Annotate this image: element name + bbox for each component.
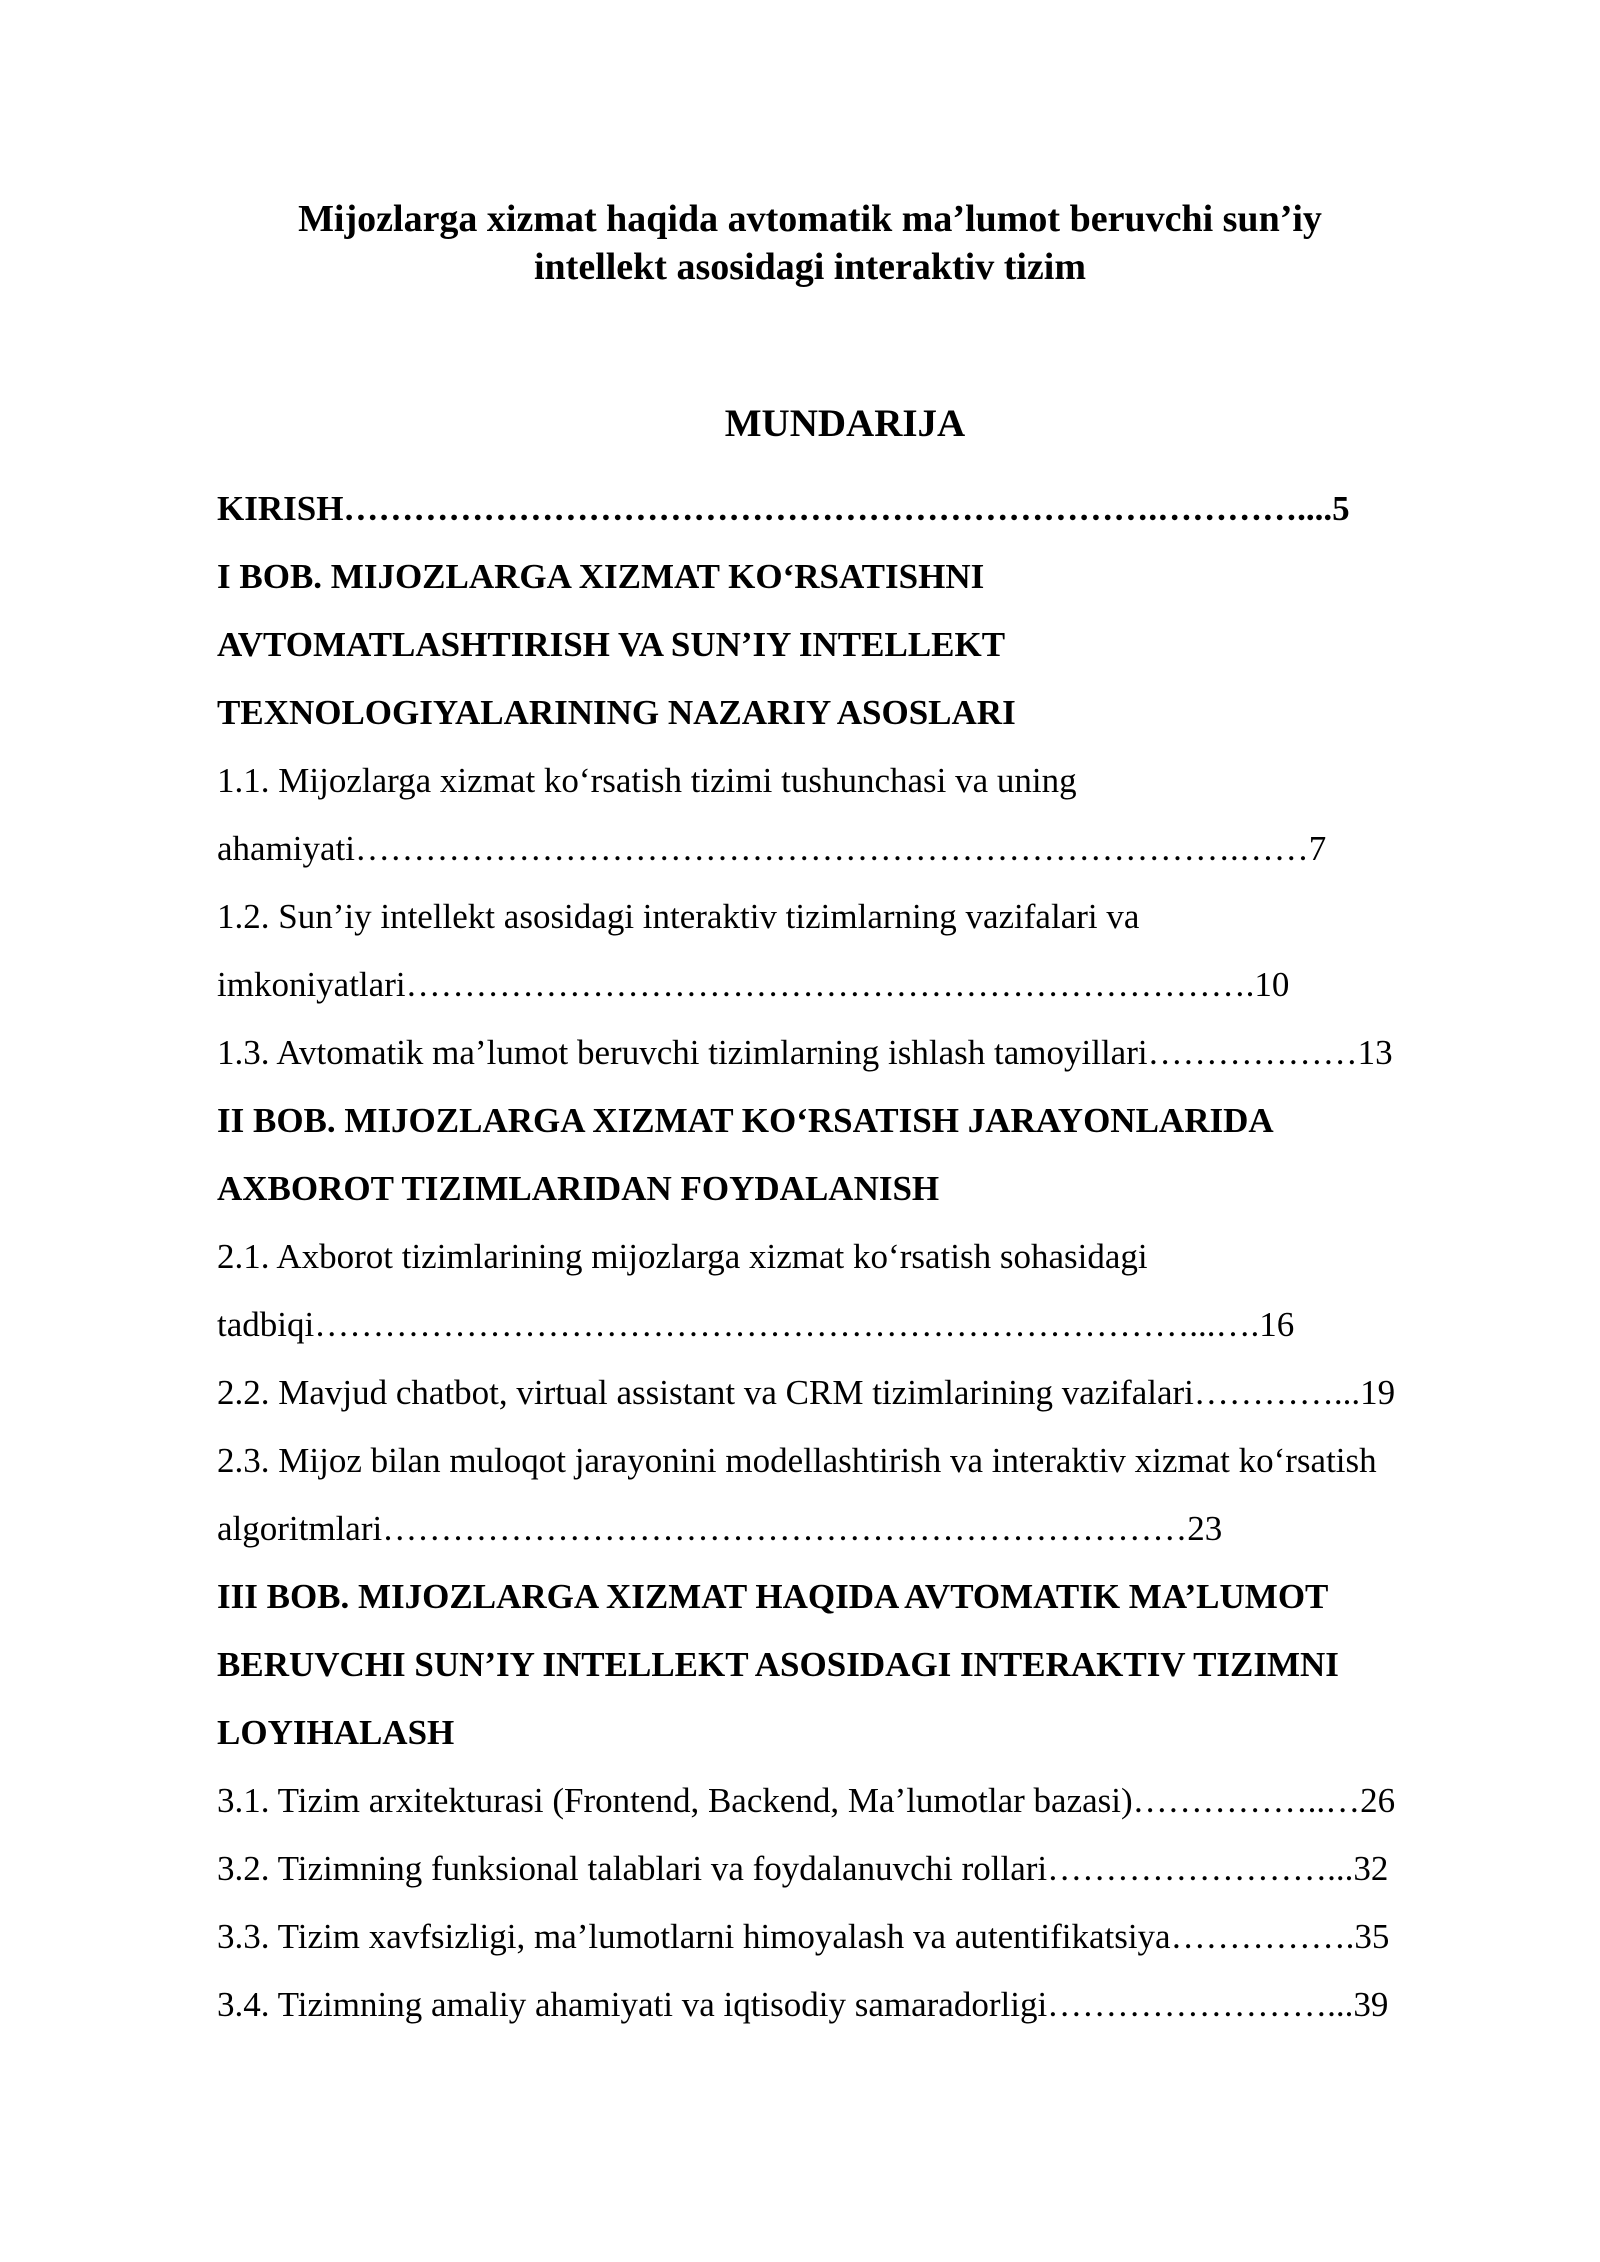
- toc-chapter-1-line-2: AVTOMATLASHTIRISH VA SUN’IY INTELLEKT: [217, 625, 1006, 664]
- toc-entry-1-2-line-1: 1.2. Sun’iy intellekt asosidagi interaktiv tizimlarning vazifalari va: [217, 897, 1140, 936]
- toc-entry-kirish: KIRISH…………………………………………………………….…………....5: [217, 489, 1350, 528]
- toc-entry-3-4: 3.4. Tizimning amaliy ahamiyati va iqtisodiy samaradorligi……………………...39: [217, 1985, 1389, 2024]
- toc-chapter-2-line-1: II BOB. MIJOZLARGA XIZMAT KO‘RSATISH JARAYONLARIDA: [217, 1101, 1274, 1140]
- toc-chapter-3-line-1: III BOB. MIJOZLARGA XIZMAT HAQIDA AVTOMATIK MA’LUMOT: [217, 1577, 1329, 1616]
- document-title-line-1: Mijozlarga xizmat haqida avtomatik ma’lumot beruvchi sun’iy: [298, 198, 1322, 240]
- toc-entry-3-3: 3.3. Tizim xavfsizligi, ma’lumotlarni himoyalash va autentifikatsiya…………….35: [217, 1917, 1390, 1956]
- toc-entry-2-1-line-2: tadbiqi…………………………………………………………………...….16: [217, 1305, 1295, 1344]
- toc-chapter-3-line-3: LOYIHALASH: [217, 1713, 455, 1752]
- document-title-line-2: intellekt asosidagi interaktiv tizim: [533, 246, 1087, 288]
- toc-chapter-1-line-1: I BOB. MIJOZLARGA XIZMAT KO‘RSATISHNI: [217, 557, 985, 596]
- toc-chapter-2-line-2: AXBOROT TIZIMLARIDAN FOYDALANISH: [217, 1169, 940, 1208]
- toc-entry-3-2: 3.2. Tizimning funksional talablari va foydalanuvchi rollari……………………...32: [217, 1849, 1389, 1888]
- toc-entry-2-1-line-1: 2.1. Axborot tizimlarining mijozlarga xizmat ko‘rsatish sohasidagi: [217, 1237, 1148, 1276]
- toc-chapter-1-line-3: TEXNOLOGIYALARINING NAZARIY ASOSLARI: [217, 693, 1016, 732]
- toc-entry-2-2: 2.2. Mavjud chatbot, virtual assistant va CRM tizimlarining vazifalari…………...19: [217, 1373, 1396, 1412]
- toc-heading: MUNDARIJA: [724, 402, 966, 445]
- toc-entry-3-1: 3.1. Tizim arxitekturasi (Frontend, Backend, Ma’lumotlar bazasi)……………..…26: [217, 1781, 1396, 1820]
- toc-entry-1-3: 1.3. Avtomatik ma’lumot beruvchi tizimlarning ishlash tamoyillari………………13: [217, 1033, 1393, 1072]
- toc-entry-1-1-line-2: ahamiyati………………………………………………………………….……7: [217, 829, 1327, 868]
- toc-entry-1-2-line-2: imkoniyatlari……………………………………………………………….10: [217, 965, 1290, 1004]
- document-title: [215, 195, 1405, 291]
- toc-entry-1-1-line-1: 1.1. Mijozlarga xizmat ko‘rsatish tizimi tushunchasi va uning: [217, 761, 1077, 800]
- toc-chapter-3-line-2: BERUVCHI SUN’IY INTELLEKT ASOSIDAGI INTERAKTIV TIZIMNI: [217, 1645, 1339, 1684]
- toc-entry-2-3-line-1: 2.3. Mijoz bilan muloqot jarayonini modellashtirish va interaktiv xizmat ko‘rsatish: [217, 1441, 1377, 1480]
- toc-entry-2-3-line-2: algoritmlari……………………………………………………………23: [217, 1509, 1223, 1548]
- table-of-contents: [217, 475, 1483, 2039]
